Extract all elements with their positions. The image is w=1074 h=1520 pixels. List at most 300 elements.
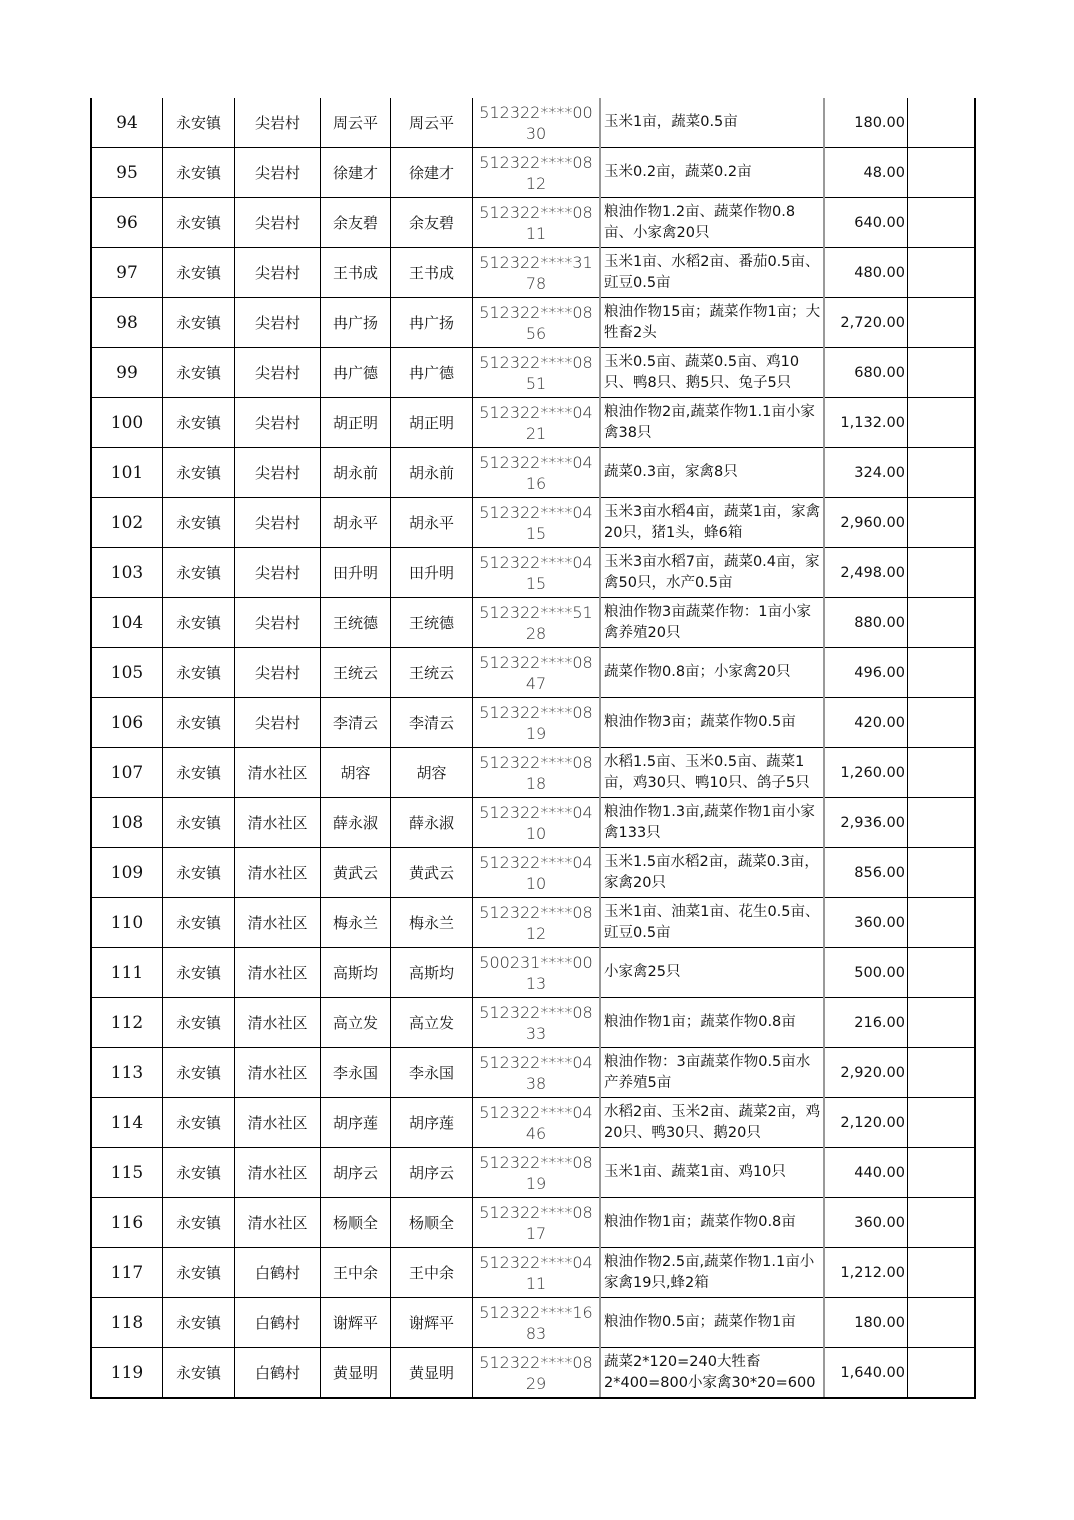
amount-cell: 180.00 [824,1298,908,1348]
id-number-line-2: 10 [525,873,547,893]
name-cell: 薛永淑 [321,798,391,848]
id-number-line-1: 512322****08 [479,1352,593,1372]
id-number-cell [473,748,601,798]
row-number: 111 [91,948,163,998]
town-cell: 永安镇 [163,1148,235,1198]
amount-cell: 2,936.00 [824,798,908,848]
subsidy-items-text: 蔬菜作物0.8亩；小家禽20只 [604,664,791,680]
amount-cell: 1,640.00 [824,1348,908,1399]
village-cell: 白鹤村 [235,1298,321,1348]
id-number-line-2: 51 [525,373,547,393]
row-number: 103 [91,548,163,598]
row-number: 110 [91,898,163,948]
subsidy-items-cell [600,848,824,898]
row-number: 98 [91,298,163,348]
payee-cell: 黄显明 [391,1348,473,1399]
table-row [91,398,975,448]
remark-cell [908,698,976,748]
id-number-cell [473,1098,601,1148]
subsidy-items-cell [600,648,824,698]
id-number-cell [473,1148,601,1198]
payee-cell: 胡容 [391,748,473,798]
payee-cell: 胡正明 [391,398,473,448]
town-cell: 永安镇 [163,1298,235,1348]
amount-cell: 640.00 [824,198,908,248]
payee-cell: 王书成 [391,248,473,298]
name-cell: 高立发 [321,998,391,1048]
id-number-line-1: 512322****08 [479,652,593,672]
subsidy-items-text: 玉米1.5亩水稻2亩，蔬菜0.3亩，家禽20只 [604,853,819,891]
id-number-cell [473,1198,601,1248]
town-cell: 永安镇 [163,248,235,298]
row-number: 106 [91,698,163,748]
name-cell: 王统云 [321,648,391,698]
name-cell: 胡永平 [321,498,391,548]
table-row [91,548,975,598]
name-cell: 黄武云 [321,848,391,898]
id-number-cell [473,898,601,948]
row-number: 113 [91,1048,163,1098]
name-cell: 胡永前 [321,448,391,498]
subsidy-items-text: 粮油作物1亩；蔬菜作物0.8亩 [604,1014,796,1030]
town-cell: 永安镇 [163,448,235,498]
subsidy-items-text: 蔬菜0.3亩，家禽8只 [604,464,738,480]
row-number: 119 [91,1348,163,1399]
subsidy-items-text: 粮油作物1.3亩,蔬菜作物1亩小家禽133只 [604,803,815,841]
village-cell: 清水社区 [235,898,321,948]
id-number-line-1: 512322****04 [479,452,593,472]
id-number-line-2: 29 [525,1373,547,1393]
id-number-line-2: 46 [525,1123,547,1143]
remark-cell [908,1048,976,1098]
id-number-line-2: 30 [525,123,547,143]
town-cell: 永安镇 [163,198,235,248]
amount-cell: 2,960.00 [824,498,908,548]
amount-cell: 360.00 [824,1198,908,1248]
name-cell: 田升明 [321,548,391,598]
subsidy-items-text: 粮油作物2亩,蔬菜作物1.1亩小家禽38只 [604,403,815,441]
name-cell: 高斯均 [321,948,391,998]
id-number-cell [473,298,601,348]
id-number-line-1: 512322****08 [479,1002,593,1022]
id-number-line-1: 512322****08 [479,752,593,772]
subsidy-items-text: 粮油作物2.5亩,蔬菜作物1.1亩小家禽19只,蜂2箱 [604,1253,815,1291]
table-row [91,198,975,248]
amount-cell: 1,260.00 [824,748,908,798]
row-number: 104 [91,598,163,648]
village-cell: 尖岩村 [235,398,321,448]
payee-cell: 梅永兰 [391,898,473,948]
town-cell: 永安镇 [163,298,235,348]
name-cell: 王书成 [321,248,391,298]
id-number-line-2: 21 [525,423,547,443]
subsidy-items-cell [600,398,824,448]
row-number: 112 [91,998,163,1048]
subsidy-items-text: 粮油作物1.2亩、蔬菜作物0.8亩、小家禽20只 [604,203,796,241]
village-cell: 清水社区 [235,798,321,848]
table-row [91,348,975,398]
remark-cell [908,598,976,648]
remark-cell [908,348,976,398]
id-number-cell [473,998,601,1048]
id-number-line-1: 512322****04 [479,802,593,822]
subsidy-items-cell [600,1148,824,1198]
subsidy-items-cell [600,198,824,248]
town-cell: 永安镇 [163,548,235,598]
remark-cell [908,998,976,1048]
subsidy-items-cell [600,498,824,548]
town-cell: 永安镇 [163,1098,235,1148]
subsidy-items-text: 玉米0.2亩，蔬菜0.2亩 [604,164,752,180]
name-cell: 黄显明 [321,1348,391,1399]
id-number-line-1: 512322****08 [479,152,593,172]
id-number-line-2: 15 [525,523,547,543]
town-cell: 永安镇 [163,348,235,398]
remark-cell [908,198,976,248]
remark-cell [908,1348,976,1399]
amount-cell: 1,212.00 [824,1248,908,1298]
remark-cell [908,248,976,298]
town-cell: 永安镇 [163,98,235,148]
amount-cell: 48.00 [824,148,908,198]
town-cell: 永安镇 [163,1248,235,1298]
subsidy-items-cell [600,298,824,348]
payee-cell: 王统德 [391,598,473,648]
row-number: 108 [91,798,163,848]
village-cell: 尖岩村 [235,648,321,698]
table-row [91,1198,975,1248]
table-row [91,1098,975,1148]
table-row [91,298,975,348]
village-cell: 尖岩村 [235,698,321,748]
id-number-line-2: 19 [525,1173,547,1193]
table-row [91,248,975,298]
town-cell: 永安镇 [163,398,235,448]
subsidy-items-cell [600,998,824,1048]
table-row [91,1348,975,1399]
amount-cell: 2,498.00 [824,548,908,598]
table-row [91,1248,975,1298]
remark-cell [908,98,976,148]
village-cell: 尖岩村 [235,448,321,498]
id-number-cell [473,848,601,898]
subsidy-items-cell [600,598,824,648]
town-cell: 永安镇 [163,948,235,998]
table-body [91,98,975,1398]
id-number-cell [473,648,601,698]
table-row [91,748,975,798]
row-number: 100 [91,398,163,448]
subsidy-items-text: 粮油作物0.5亩；蔬菜作物1亩 [604,1314,796,1330]
amount-cell: 440.00 [824,1148,908,1198]
table-row [91,648,975,698]
name-cell: 胡序莲 [321,1098,391,1148]
id-number-line-2: 19 [525,723,547,743]
row-number: 107 [91,748,163,798]
id-number-cell [473,248,601,298]
town-cell: 永安镇 [163,598,235,648]
id-number-cell [473,198,601,248]
payee-cell: 周云平 [391,98,473,148]
town-cell: 永安镇 [163,648,235,698]
id-number-line-1: 512322****08 [479,902,593,922]
subsidy-items-cell [600,1048,824,1098]
subsidy-items-cell [600,798,824,848]
remark-cell [908,1298,976,1348]
id-number-line-2: 11 [525,1273,547,1293]
subsidy-items-cell [600,1348,824,1399]
payee-cell: 冉广扬 [391,298,473,348]
remark-cell [908,898,976,948]
row-number: 94 [91,98,163,148]
remark-cell [908,498,976,548]
name-cell: 余友碧 [321,198,391,248]
table-row [91,498,975,548]
id-number-line-2: 10 [525,823,547,843]
subsidy-items-text: 粮油作物1亩；蔬菜作物0.8亩 [604,1214,796,1230]
subsidy-items-cell [600,1298,824,1348]
id-number-cell [473,548,601,598]
name-cell: 周云平 [321,98,391,148]
id-number-cell [473,98,601,148]
table-row [91,898,975,948]
id-number-line-2: 83 [525,1323,547,1343]
name-cell: 徐建才 [321,148,391,198]
name-cell: 冉广扬 [321,298,391,348]
town-cell: 永安镇 [163,1198,235,1248]
village-cell: 尖岩村 [235,198,321,248]
payee-cell: 胡序莲 [391,1098,473,1148]
village-cell: 尖岩村 [235,498,321,548]
id-number-line-2: 11 [525,223,547,243]
row-number: 101 [91,448,163,498]
payee-cell: 冉广德 [391,348,473,398]
subsidy-items-text: 小家禽25只 [604,964,681,980]
name-cell: 胡正明 [321,398,391,448]
amount-cell: 2,920.00 [824,1048,908,1098]
payee-cell: 胡永前 [391,448,473,498]
remark-cell [908,648,976,698]
subsidy-items-text: 粮油作物3亩蔬菜作物：1亩小家禽养殖20只 [604,603,811,641]
payee-cell: 杨顺全 [391,1198,473,1248]
id-number-line-1: 500231****00 [479,952,593,972]
id-number-line-1: 512322****04 [479,1252,593,1272]
village-cell: 清水社区 [235,1148,321,1198]
subsidy-items-text: 水稻2亩、玉米2亩、蔬菜2亩，鸡20只、鸭30只、鹅20只 [604,1103,821,1141]
subsidy-items-cell [600,898,824,948]
amount-cell: 2,720.00 [824,298,908,348]
subsidy-items-text: 玉米1亩、油菜1亩、花生0.5亩、豇豆0.5亩 [604,903,820,941]
id-number-cell [473,1048,601,1098]
amount-cell: 180.00 [824,98,908,148]
village-cell: 清水社区 [235,848,321,898]
subsidy-items-cell [600,348,824,398]
name-cell: 胡容 [321,748,391,798]
village-cell: 清水社区 [235,948,321,998]
name-cell: 李永国 [321,1048,391,1098]
town-cell: 永安镇 [163,148,235,198]
payee-cell: 高斯均 [391,948,473,998]
table-row [91,798,975,848]
payee-cell: 田升明 [391,548,473,598]
name-cell: 胡序云 [321,1148,391,1198]
town-cell: 永安镇 [163,798,235,848]
row-number: 99 [91,348,163,398]
id-number-line-2: 78 [525,273,547,293]
town-cell: 永安镇 [163,748,235,798]
id-number-line-1: 512322****04 [479,1052,593,1072]
id-number-line-1: 512322****08 [479,352,593,372]
village-cell: 清水社区 [235,1198,321,1248]
id-number-line-2: 18 [525,773,547,793]
id-number-line-1: 512322****08 [479,1152,593,1172]
town-cell: 永安镇 [163,848,235,898]
town-cell: 永安镇 [163,898,235,948]
subsidy-items-cell [600,98,824,148]
payee-cell: 徐建才 [391,148,473,198]
payee-cell: 胡序云 [391,1148,473,1198]
id-number-cell [473,948,601,998]
row-number: 115 [91,1148,163,1198]
id-number-cell [473,598,601,648]
id-number-cell [473,798,601,848]
remark-cell [908,298,976,348]
subsidy-items-cell [600,1248,824,1298]
village-cell: 清水社区 [235,748,321,798]
village-cell: 尖岩村 [235,98,321,148]
table-row [91,1298,975,1348]
id-number-cell [473,1248,601,1298]
subsidy-items-cell [600,698,824,748]
town-cell: 永安镇 [163,1048,235,1098]
table-row [91,98,975,148]
table-row [91,148,975,198]
payee-cell: 王统云 [391,648,473,698]
row-number: 96 [91,198,163,248]
subsidy-items-text: 水稻1.5亩、玉米0.5亩、蔬菜1亩，鸡30只、鸭10只、鸽子5只 [604,753,810,791]
remark-cell [908,1098,976,1148]
id-number-line-1: 512322****04 [479,502,593,522]
subsidy-items-text: 玉米3亩水稻4亩，蔬菜1亩，家禽20只，猪1头，蜂6箱 [604,503,821,541]
amount-cell: 880.00 [824,598,908,648]
amount-cell: 216.00 [824,998,908,1048]
amount-cell: 480.00 [824,248,908,298]
subsidy-items-cell [600,248,824,298]
id-number-line-2: 28 [525,623,547,643]
table-row [91,448,975,498]
id-number-line-1: 512322****08 [479,702,593,722]
name-cell: 王统德 [321,598,391,648]
village-cell: 尖岩村 [235,148,321,198]
payee-cell: 黄武云 [391,848,473,898]
subsidy-items-text: 玉米3亩水稻7亩，蔬菜0.4亩，家禽50只，水产0.5亩 [604,553,820,591]
amount-cell: 420.00 [824,698,908,748]
id-number-line-1: 512322****51 [479,602,593,622]
table-row [91,1048,975,1098]
village-cell: 尖岩村 [235,298,321,348]
name-cell: 冉广德 [321,348,391,398]
id-number-cell [473,348,601,398]
amount-cell: 496.00 [824,648,908,698]
id-number-cell [473,148,601,198]
id-number-cell [473,498,601,548]
subsidy-items-cell [600,1098,824,1148]
id-number-cell [473,398,601,448]
village-cell: 白鹤村 [235,1248,321,1298]
remark-cell [908,748,976,798]
amount-cell: 324.00 [824,448,908,498]
id-number-line-1: 512322****04 [479,552,593,572]
subsidy-items-cell [600,948,824,998]
village-cell: 清水社区 [235,1048,321,1098]
id-number-line-1: 512322****00 [479,102,593,122]
village-cell: 尖岩村 [235,348,321,398]
id-number-line-1: 512322****04 [479,852,593,872]
payee-cell: 薛永淑 [391,798,473,848]
remark-cell [908,948,976,998]
amount-cell: 500.00 [824,948,908,998]
subsidy-items-text: 蔬菜2*120=240大牲畜2*400=800小家禽30*20=600 [604,1353,816,1391]
remark-cell [908,448,976,498]
subsidy-items-cell [600,1198,824,1248]
id-number-line-1: 512322****16 [479,1302,593,1322]
amount-cell: 2,120.00 [824,1098,908,1148]
town-cell: 永安镇 [163,998,235,1048]
id-number-line-1: 512322****04 [479,402,593,422]
row-number: 117 [91,1248,163,1298]
remark-cell [908,1198,976,1248]
id-number-line-2: 15 [525,573,547,593]
id-number-cell [473,1348,601,1399]
id-number-line-2: 47 [525,673,547,693]
subsidy-items-cell [600,448,824,498]
village-cell: 尖岩村 [235,248,321,298]
village-cell: 尖岩村 [235,598,321,648]
id-number-line-2: 38 [525,1073,547,1093]
payee-cell: 李清云 [391,698,473,748]
row-number: 114 [91,1098,163,1148]
id-number-line-2: 12 [525,173,547,193]
id-number-line-2: 33 [525,1023,547,1043]
amount-cell: 1,132.00 [824,398,908,448]
id-number-line-2: 13 [525,973,547,993]
row-number: 102 [91,498,163,548]
id-number-cell [473,1298,601,1348]
village-cell: 白鹤村 [235,1348,321,1399]
town-cell: 永安镇 [163,1348,235,1399]
subsidy-items-text: 玉米0.5亩、蔬菜0.5亩、鸡10只、鸭8只、鹅5只、兔子5只 [604,353,800,391]
id-number-line-1: 512322****08 [479,202,593,222]
remark-cell [908,548,976,598]
row-number: 105 [91,648,163,698]
subsidy-items-cell [600,148,824,198]
subsidy-items-cell [600,748,824,798]
id-number-line-2: 12 [525,923,547,943]
subsidy-items-text: 玉米1亩、水稻2亩、番茄0.5亩、豇豆0.5亩 [604,253,820,291]
village-cell: 清水社区 [235,1098,321,1148]
row-number: 109 [91,848,163,898]
amount-cell: 360.00 [824,898,908,948]
subsidy-items-text: 玉米1亩、蔬菜1亩、鸡10只 [604,1164,786,1180]
remark-cell [908,848,976,898]
payee-cell: 王中余 [391,1248,473,1298]
name-cell: 李清云 [321,698,391,748]
remark-cell [908,148,976,198]
id-number-line-2: 56 [525,323,547,343]
id-number-line-1: 512322****08 [479,302,593,322]
subsidy-table [90,98,976,1399]
id-number-line-2: 16 [525,473,547,493]
